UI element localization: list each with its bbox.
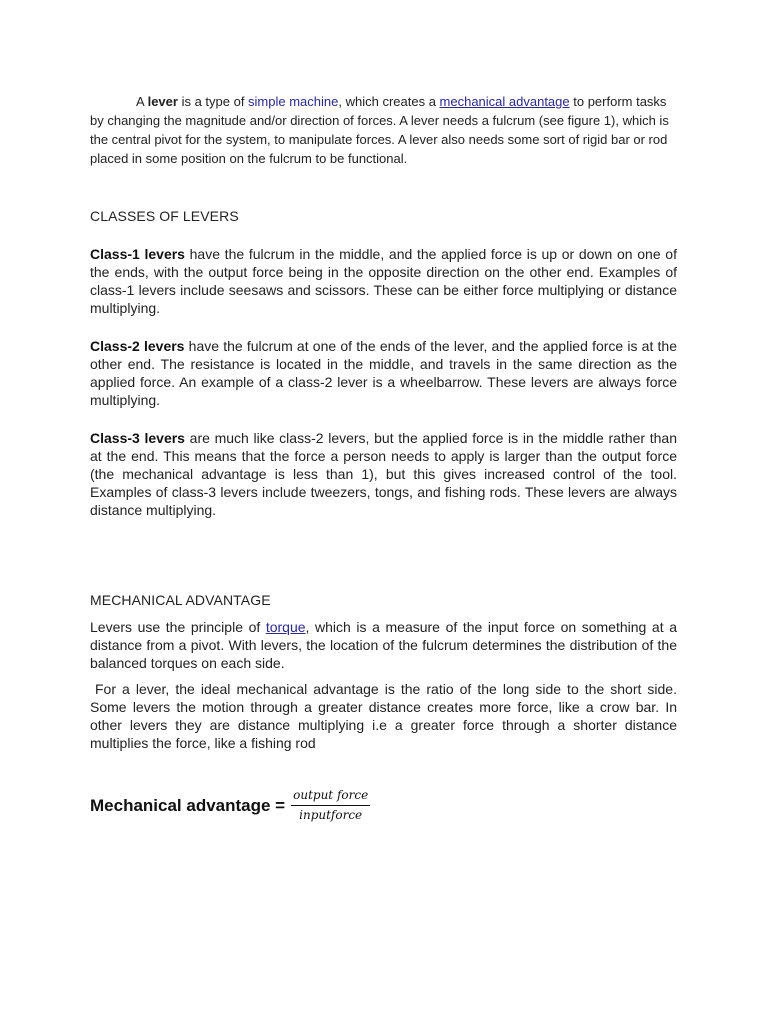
torque-text-after: , which is a measure of the input force on something at a distance from a pivot. With levers, the location of the fulcrum determines the distribution of the balanced torques on each side. (90, 619, 677, 671)
ideal-ma-paragraph: For a lever, the ideal mechanical advantage is the ratio of the long side to the short side. Some levers the motion through a greater distance creates more force, like a crow bar. In other levers they are distance multiplying i.e a greater force through a shorter distance multiplies the force, like a fishing rod (90, 681, 677, 751)
intro-paragraph (90, 92, 677, 168)
class3-paragraph (90, 429, 677, 519)
formula-numerator: output force (291, 788, 370, 806)
class3-text: are much like class-2 levers, but the applied force is in the middle rather than at the end. This means that the force a person needs to apply is larger than the output force (the mechanical advantage is less than 1), but this gives increased control of the tool. Examples of class-3 levers include tweezers, tongs, and fishing rods. These levers are always distance multiplying. (90, 430, 677, 518)
class2-term: Class-2 levers (90, 338, 185, 354)
classes-heading: CLASSES OF LEVERS (90, 208, 239, 224)
mechanical-advantage-formula (90, 788, 677, 823)
intro-text-3: to perform tasks by changing the magnitude and/or direction of forces. A lever needs a fulcrum (see figure 1), which is the central pivot for the system, to manipulate forces. A lever also needs some sort of rigid bar or rod placed in some position on the fulcrum to be functional. (90, 94, 669, 166)
intro-text-2: , which creates a (338, 94, 440, 109)
class2-paragraph (90, 337, 677, 409)
mechanical-advantage-heading: MECHANICAL ADVANTAGE (90, 592, 271, 608)
formula-label: Mechanical advantage = (90, 795, 286, 815)
torque-text-before: Levers use the principle of (90, 619, 266, 635)
class1-text: have the fulcrum in the middle, and the applied force is up or down on one of the ends, with the output force being in the opposite direction on the other end. Examples of class-1 levers include seesaws and scissors. These can be either force multiplying or distance multiplying. (90, 246, 677, 316)
intro-text-a: A (136, 94, 148, 109)
formula-denominator: inputforce (299, 808, 363, 822)
formula-fraction (291, 788, 370, 823)
intro-text-1: is a type of (177, 94, 249, 109)
class3-term: Class-3 levers (90, 430, 185, 446)
class1-paragraph (90, 245, 677, 317)
lever-term: lever (147, 94, 178, 109)
class1-term: Class-1 levers (90, 246, 185, 262)
simple-machine-link[interactable]: simple machine (248, 94, 339, 109)
mechanical-advantage-link[interactable]: mechanical advantage (439, 94, 570, 109)
class2-text: have the fulcrum at one of the ends of the lever, and the applied force is at the other end. The resistance is located in the middle, and travels in the same direction as the applied force. An example of a class-2 lever is a wheelbarrow. These levers are always force multiplying. (90, 338, 677, 408)
torque-link[interactable]: torque (265, 619, 306, 635)
torque-paragraph (90, 618, 677, 672)
document-page (90, 92, 677, 823)
